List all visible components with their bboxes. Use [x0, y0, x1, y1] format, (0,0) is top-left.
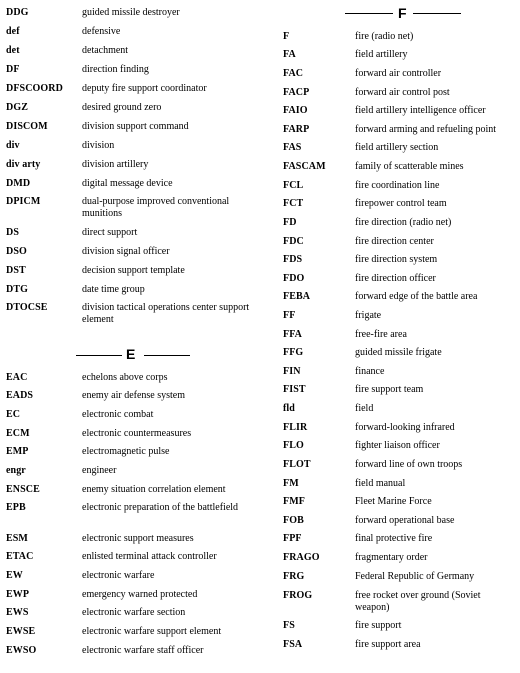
entry-definition: fire direction center: [355, 236, 434, 247]
entry-definition: Federal Republic of Germany: [355, 571, 475, 582]
entry-definition: firepower control team: [355, 198, 447, 209]
entry-definition: guided missile destroyer: [82, 7, 180, 18]
entry-definition: forward arming and refueling point: [355, 124, 497, 135]
entry-definition: final protective fire: [355, 533, 433, 544]
entry-definition: fragmentary order: [355, 552, 428, 563]
entry-abbreviation: FS: [283, 620, 295, 631]
entry-abbreviation: FFA: [283, 329, 302, 340]
entry-abbreviation: ENSCE: [6, 484, 40, 495]
entry-definition: division support command: [82, 121, 189, 132]
entry-definition: fire support area: [355, 639, 421, 650]
entry-abbreviation: def: [6, 26, 20, 37]
entry-definition: electronic countermeasures: [82, 428, 192, 439]
entry-definition: division artillery: [82, 159, 149, 170]
entry-abbreviation: EW: [6, 570, 23, 581]
entry-definition: electronic warfare support element: [82, 626, 222, 637]
entry-definition: deputy fire support coordinator: [82, 83, 207, 94]
entry-definition: electronic combat: [82, 409, 154, 420]
entry-definition: fire (radio net): [355, 31, 414, 42]
entry-definition: echelons above corps: [82, 372, 168, 383]
entry-abbreviation: DTOCSE: [6, 302, 48, 313]
entry-definition: fighter liaison officer: [355, 440, 440, 451]
entry-abbreviation: DPICM: [6, 196, 41, 207]
entry-abbreviation: FM: [283, 478, 299, 489]
entry-abbreviation: F: [283, 31, 290, 42]
entry-definition: field manual: [355, 478, 406, 489]
entry-abbreviation: FAIO: [283, 105, 308, 116]
entry-abbreviation: FSA: [283, 639, 303, 650]
section-f-heading: F: [398, 5, 407, 21]
entry-abbreviation: DST: [6, 265, 26, 276]
entry-definition: division: [82, 140, 115, 151]
entry-definition: fire direction system: [355, 254, 438, 265]
entry-abbreviation: FFG: [283, 347, 304, 358]
entry-abbreviation: FRAGO: [283, 552, 320, 563]
entry-definition: field artillery intelligence officer: [355, 105, 486, 116]
entry-abbreviation: det: [6, 45, 20, 56]
entry-definition: frigate: [355, 310, 382, 321]
entry-abbreviation: EAC: [6, 372, 28, 383]
entry-definition: dual-purpose improved conventional munitions: [82, 196, 230, 219]
entry-definition: electronic warfare staff officer: [82, 645, 204, 656]
entry-abbreviation: FOB: [283, 515, 304, 526]
entry-definition: electronic warfare section: [82, 607, 186, 618]
entry-definition: defensive: [82, 26, 121, 37]
entry-abbreviation: DFSCOORD: [6, 83, 63, 94]
entry-abbreviation: DGZ: [6, 102, 28, 113]
entry-abbreviation: EWP: [6, 589, 30, 600]
entry-abbreviation: FCT: [283, 198, 304, 209]
entry-abbreviation: FPF: [283, 533, 302, 544]
entry-abbreviation: DDG: [6, 7, 29, 18]
section-e-rule-right: [144, 355, 190, 356]
entry-definition: detachment: [82, 45, 129, 56]
entry-abbreviation: engr: [6, 465, 26, 476]
entry-definition: field artillery section: [355, 142, 439, 153]
entry-abbreviation: EWS: [6, 607, 29, 618]
entry-abbreviation: FDO: [283, 273, 305, 284]
entry-abbreviation: FD: [283, 217, 297, 228]
entry-abbreviation: FCL: [283, 180, 304, 191]
entry-definition: family of scatterable mines: [355, 161, 464, 172]
entry-definition: field: [355, 403, 374, 414]
entry-definition: direction finding: [82, 64, 149, 75]
entry-abbreviation: EMP: [6, 446, 29, 457]
entry-abbreviation: FAC: [283, 68, 304, 79]
entry-definition: forward air controller: [355, 68, 442, 79]
entry-definition: fire direction officer: [355, 273, 436, 284]
entry-definition: free rocket over ground (Soviet weapon): [355, 590, 481, 613]
entry-definition: division tactical operations center support element: [82, 302, 250, 325]
entry-abbreviation: FEBA: [283, 291, 311, 302]
entry-abbreviation: FLOT: [283, 459, 311, 470]
entry-definition: field artillery: [355, 49, 408, 60]
section-f-rule-left: [345, 13, 393, 14]
entry-definition: emergency warned protected: [82, 589, 198, 600]
entry-abbreviation: FDS: [283, 254, 303, 265]
entry-definition: electronic preparation of the battlefield: [82, 502, 239, 513]
entry-abbreviation: DISCOM: [6, 121, 48, 132]
entry-abbreviation: FLIR: [283, 422, 308, 433]
entry-abbreviation: EC: [6, 409, 21, 420]
entry-abbreviation: FRG: [283, 571, 305, 582]
entry-definition: finance: [355, 366, 385, 377]
entry-abbreviation: EPB: [6, 502, 26, 513]
entry-definition: enlisted terminal attack controller: [82, 551, 217, 562]
entry-definition: desired ground zero: [82, 102, 162, 113]
entry-definition: fire support team: [355, 384, 424, 395]
entry-abbreviation: DMD: [6, 178, 31, 189]
entry-abbreviation: fld: [283, 403, 295, 414]
entry-definition: direct support: [82, 227, 138, 238]
entry-abbreviation: FROG: [283, 590, 313, 601]
entry-definition: date time group: [82, 284, 145, 295]
entry-abbreviation: FASCAM: [283, 161, 326, 172]
entry-definition: free-fire area: [355, 329, 407, 340]
entry-abbreviation: FAS: [283, 142, 302, 153]
entry-abbreviation: FA: [283, 49, 296, 60]
entry-definition: forward edge of the battle area: [355, 291, 478, 302]
entry-definition: electronic support measures: [82, 533, 194, 544]
entry-abbreviation: EADS: [6, 390, 34, 401]
entry-definition: fire coordination line: [355, 180, 440, 191]
entry-definition: electromagnetic pulse: [82, 446, 170, 457]
entry-definition: guided missile frigate: [355, 347, 442, 358]
entry-abbreviation: div: [6, 140, 20, 151]
entry-abbreviation: div arty: [6, 159, 41, 170]
entry-abbreviation: EWSO: [6, 645, 37, 656]
entry-abbreviation: EWSE: [6, 626, 36, 637]
entry-abbreviation: FIN: [283, 366, 301, 377]
entry-definition: forward-looking infrared: [355, 422, 455, 433]
right-column: [283, 0, 517, 673]
entry-definition: forward air control post: [355, 87, 450, 98]
left-column: [6, 0, 256, 673]
entry-abbreviation: DS: [6, 227, 19, 238]
entry-abbreviation: DF: [6, 64, 20, 75]
entry-abbreviation: ECM: [6, 428, 30, 439]
entry-abbreviation: FIST: [283, 384, 306, 395]
entry-definition: enemy situation correlation element: [82, 484, 226, 495]
section-e-rule-left: [76, 355, 122, 356]
entry-abbreviation: ESM: [6, 533, 28, 544]
entry-abbreviation: FDC: [283, 236, 304, 247]
entry-definition: forward line of own troops: [355, 459, 463, 470]
entry-definition: decision support template: [82, 265, 185, 276]
entry-abbreviation: FMF: [283, 496, 305, 507]
entry-definition: Fleet Marine Force: [355, 496, 432, 507]
entry-abbreviation: ETAC: [6, 551, 34, 562]
entry-abbreviation: DSO: [6, 246, 27, 257]
section-f-rule-right: [413, 13, 461, 14]
section-e-heading: E: [126, 346, 136, 362]
entry-definition: division signal officer: [82, 246, 170, 257]
entry-definition: enemy air defense system: [82, 390, 186, 401]
entry-definition: fire support: [355, 620, 402, 631]
entry-abbreviation: FARP: [283, 124, 310, 135]
entry-definition: digital message device: [82, 178, 173, 189]
entry-abbreviation: FF: [283, 310, 296, 321]
entry-abbreviation: DTG: [6, 284, 28, 295]
entry-definition: electronic warfare: [82, 570, 155, 581]
entry-abbreviation: FACP: [283, 87, 310, 98]
entry-abbreviation: FLO: [283, 440, 304, 451]
entry-definition: fire direction (radio net): [355, 217, 452, 228]
entry-definition: engineer: [82, 465, 117, 476]
entry-definition: forward operational base: [355, 515, 455, 526]
